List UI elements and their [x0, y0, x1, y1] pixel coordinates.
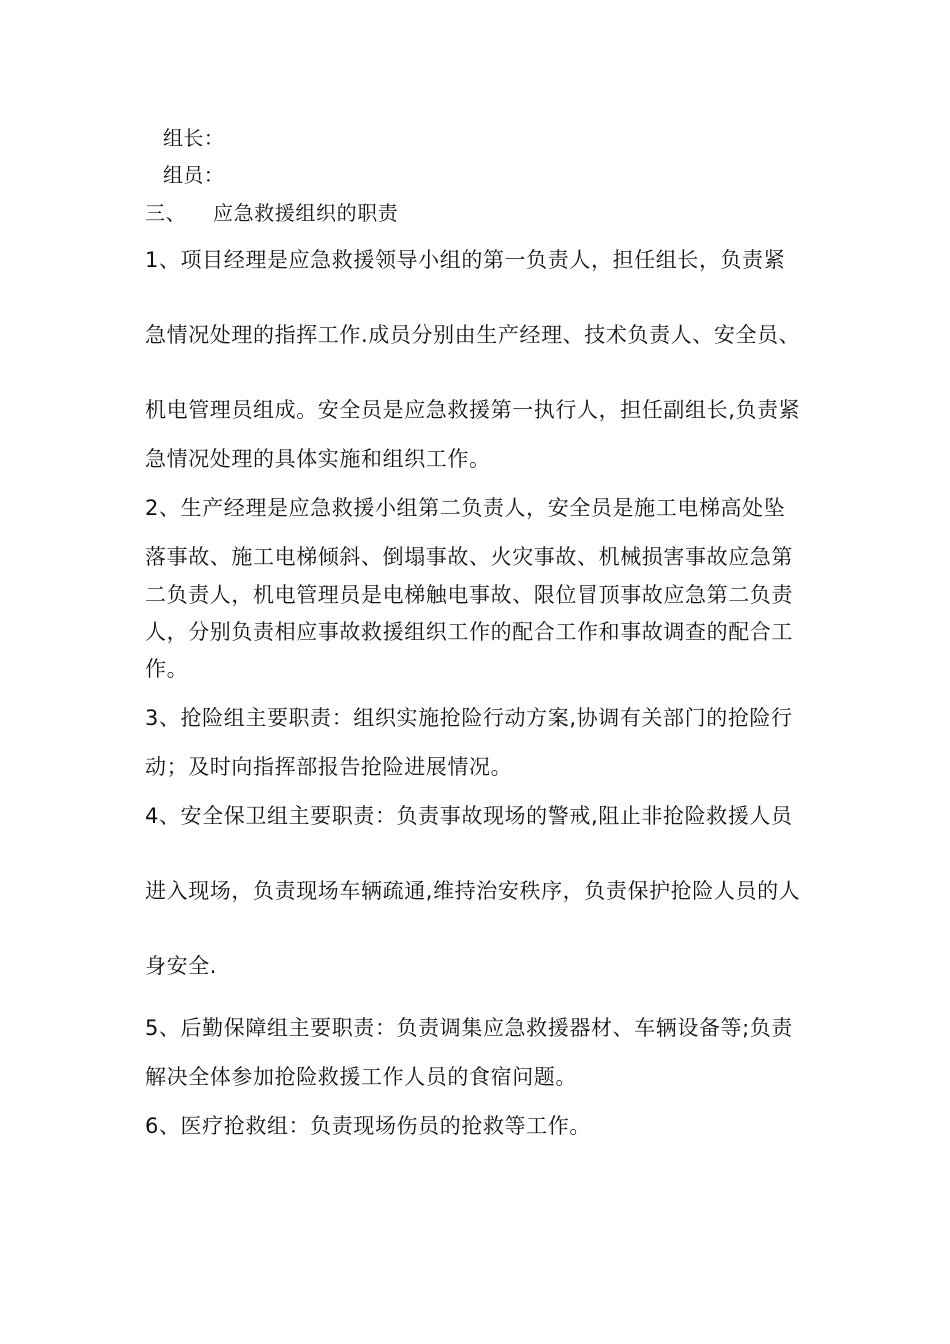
paragraph-3-line-2: 动；及时向指挥部报告抢险进展情况。	[145, 755, 513, 779]
section-title: 应急救援组织的职责	[213, 201, 399, 225]
paragraph-2-line-3: 二负责人，机电管理员是电梯触电事故、限位冒顶事故应急第二负责	[145, 583, 793, 607]
paragraph-2-line-2: 落事故、施工电梯倾斜、倒塌事故、火灾事故、机械损害事故应急第	[145, 545, 793, 569]
paragraph-4-line-2: 进入现场，负责现场车辆疏通,维持治安秩序，负责保护抢险人员的人	[145, 879, 801, 903]
roster-members-label: 组员：	[163, 163, 225, 187]
paragraph-2-line-4: 人，分别负责相应事故救援组织工作的配合工作和事故调查的配合工	[145, 620, 793, 644]
paragraph-5-line-1: 5、后勤保障组主要职责：负责调集应急救援器材、车辆设备等;负责	[145, 1016, 794, 1040]
paragraph-2-line-5: 作。	[145, 657, 189, 681]
paragraph-3-line-1: 3、抢险组主要职责：组织实施抢险行动方案,协调有关部门的抢险行	[145, 706, 793, 730]
paragraph-1-line-4: 急情况处理的具体实施和组织工作。	[145, 447, 491, 471]
paragraph-1-line-1: 1、项目经理是应急救援领导小组的第一负责人，担任组长，负责紧	[145, 248, 786, 272]
section-heading	[145, 199, 398, 227]
paragraph-2-line-1: 2、生产经理是应急救援小组第二负责人，安全员是施工电梯高处坠	[145, 496, 786, 520]
paragraph-4-line-1: 4、安全保卫组主要职责：负责事故现场的警戒,阻止非抢险救援人员	[145, 804, 793, 828]
paragraph-1-line-2: 急情况处理的指挥工作.成员分别由生产经理、技术负责人、安全员、	[145, 323, 801, 347]
paragraph-5-line-2: 解决全体参加抢险救援工作人员的食宿问题。	[145, 1065, 577, 1089]
section-number: 三、	[145, 201, 187, 225]
roster-leader-label: 组长：	[163, 126, 225, 150]
paragraph-1-line-3: 机电管理员组成。安全员是应急救援第一执行人，担任副组长,负责紧	[145, 398, 801, 422]
paragraph-6-line-1: 6、医疗抢救组：负责现场伤员的抢救等工作。	[145, 1114, 591, 1138]
paragraph-4-line-3: 身安全.	[145, 954, 218, 978]
